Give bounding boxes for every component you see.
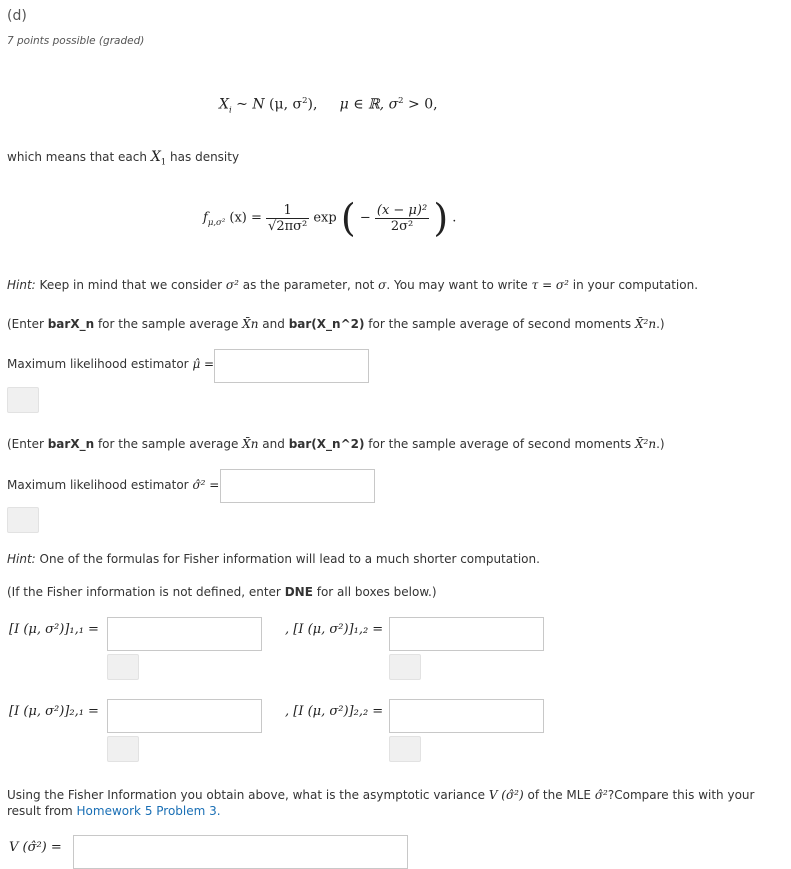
asymptotic-variance-input[interactable]	[73, 835, 408, 869]
fisher-22-preview	[389, 736, 421, 762]
density-intro: which means that each $X_1$ has density	[7, 149, 240, 168]
mle-sigma-input[interactable]	[220, 469, 375, 503]
part-label: (d)	[7, 8, 27, 24]
fisher-12-preview	[389, 654, 421, 680]
mle-mu-input[interactable]	[214, 349, 369, 383]
hint-fisher: Hint: One of the formulas for Fisher information will lead to a much shorter computation.	[7, 552, 540, 566]
fisher-12-label: , [I (μ, σ²)]₁,₂ =	[285, 622, 384, 637]
dne-note: (If the Fisher information is not defined, enter DNE for all boxes below.)	[7, 585, 437, 599]
fisher-22-label: , [I (μ, σ²)]₂,₂ =	[285, 704, 384, 719]
fisher-21-label: [I (μ, σ²)]₂,₁ =	[9, 704, 99, 719]
points-possible: 7 points possible (graded)	[7, 35, 145, 47]
homework-link[interactable]: Homework 5 Problem 3.	[76, 804, 221, 818]
mle-mu-label: Maximum likelihood estimator μ̂ =	[7, 357, 215, 371]
model-equation: $X_i$ ~ N (μ, $\sigma^2$), μ ∈ ℝ, $\sigma^2 > 0$,	[219, 96, 438, 116]
fisher-11-preview	[107, 654, 139, 680]
fisher-11-label: [I (μ, σ²)]₁,₁ =	[9, 622, 99, 637]
mle-sigma-preview	[7, 507, 39, 533]
fisher-22-input[interactable]	[389, 699, 544, 733]
fisher-21-preview	[107, 736, 139, 762]
mle-mu-preview	[7, 387, 39, 413]
enter-instructions-sigma: (Enter barX_n for the sample average X̄n and bar(X_n^2) for the sample average of second moments X̄²n.)	[7, 437, 665, 451]
fisher-21-input[interactable]	[107, 699, 262, 733]
enter-instructions-mu: (Enter barX_n for the sample average X̄n and bar(X_n^2) for the sample average of second moments X̄²n.)	[7, 317, 665, 331]
hint-sigma: Hint: Keep in mind that we consider σ² as the parameter, not σ. You may want to write τ = σ² in your computation.	[7, 278, 699, 292]
fisher-11-input[interactable]	[107, 617, 262, 651]
asymptotic-question: Using the Fisher Information you obtain above, what is the asymptotic variance V (σ̂²) of the MLE σ̂²?Compare this with your result from Homework 5 Problem 3.	[7, 788, 755, 818]
fisher-12-input[interactable]	[389, 617, 544, 651]
density-formula: $f_{\mu,\sigma^2}$ (x) = $\frac{1}{\text{√2πσ²}}$ exp ( − $\frac{\text{(x − μ)²}}{\text{2σ²}}$ ) .	[203, 196, 457, 240]
asymptotic-variance-label: V (σ̂²) =	[9, 840, 62, 855]
mle-sigma-label: Maximum likelihood estimator σ̂² =	[7, 478, 220, 492]
